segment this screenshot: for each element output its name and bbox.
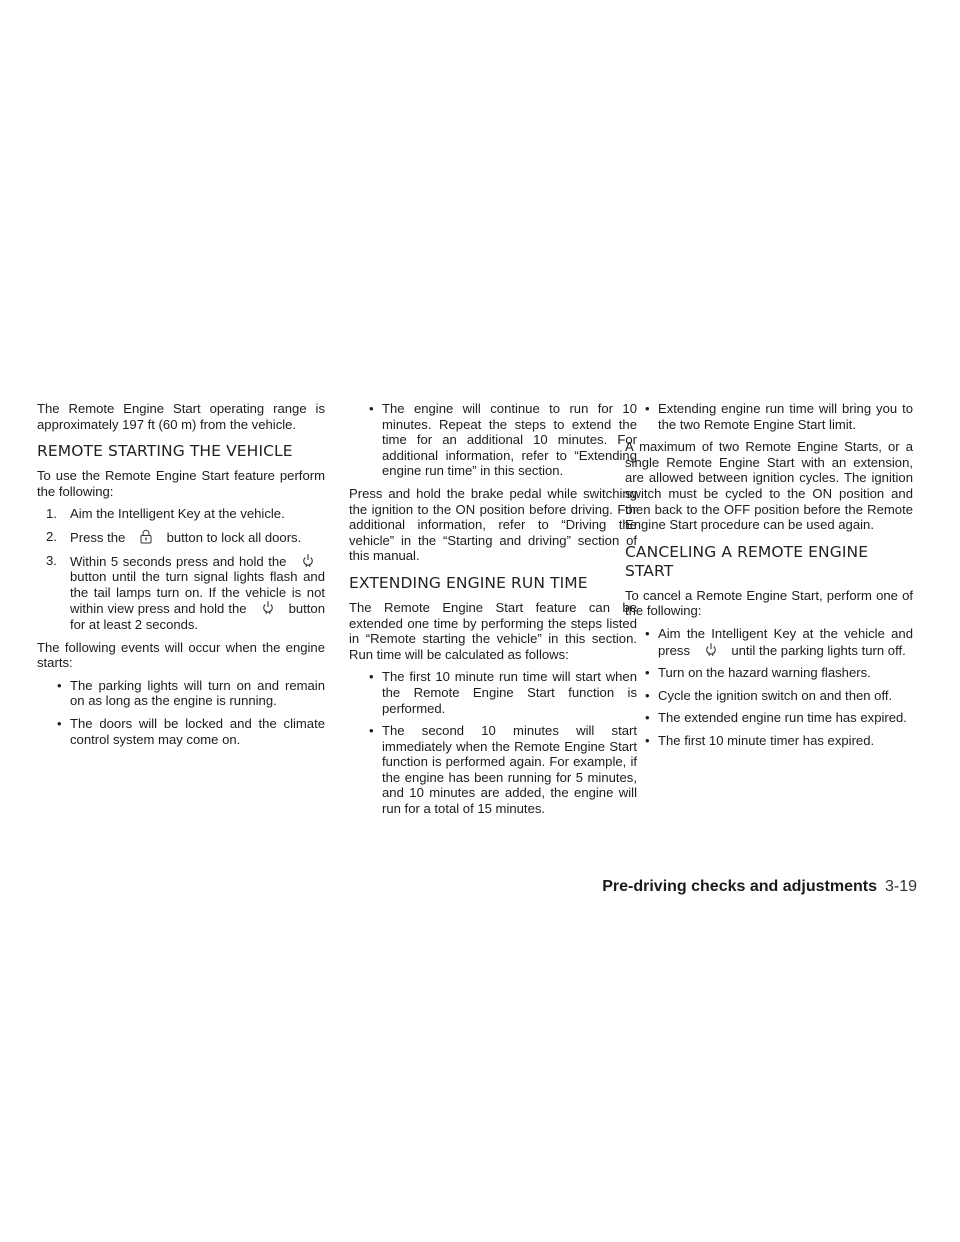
page-number: 3-19 (884, 878, 917, 895)
bullet-dot: • (645, 665, 650, 681)
list-item (37, 716, 325, 747)
remote-start-icon (251, 600, 285, 615)
lock-icon (129, 529, 163, 544)
heading-canceling: CANCELING A REMOTE ENGINE START (625, 542, 869, 580)
step-number: 3. (46, 552, 57, 568)
bullet-dot: • (57, 677, 62, 693)
heading-extending-run-time: EXTENDING ENGINE RUN TIME (349, 573, 588, 592)
bullet-dot: • (645, 710, 650, 726)
list-item (625, 688, 913, 704)
list-item (349, 723, 637, 817)
step-text: Within 5 seconds press and hold the (70, 553, 287, 569)
bullet-dot: • (645, 625, 650, 641)
bullet-text: Aim the Intelligent Key at the vehicle and press (658, 625, 913, 658)
step-number: 1. (46, 506, 57, 522)
step-2 (37, 529, 325, 546)
events-lead: The following events will occur when the engine starts: (37, 639, 325, 671)
bullet-dot: • (645, 401, 650, 416)
bullet-text: The first 10 minute timer has expired. (658, 732, 875, 748)
bullet-text: Turn on the hazard warning flashers. (658, 665, 871, 681)
list-item (349, 669, 637, 716)
step-text: button until the turn signal lights flash and the tail lamps turn on. If the vehicle is not within view press and hold the (70, 569, 325, 617)
step-1 (37, 506, 325, 522)
bullet-text: Extending engine run time will bring you to the two Remote Engine Start limit. (658, 401, 913, 432)
max-starts-paragraph: A maximum of two Remote Engine Starts, or a single Remote Engine Start with an extension, are allowed between ignition cycles. The ignition switch must be cycled to the ON position and then back to the OFF position before the Remote Engine Start procedure can be used again. (625, 439, 913, 533)
bullet-dot: • (369, 723, 374, 739)
bullet-text: The extended engine run time has expired. (658, 710, 907, 726)
remote-start-lead: To use the Remote Engine Start feature perform the following: (37, 468, 325, 499)
step-text: Aim the Intelligent Key at the vehicle. (70, 506, 285, 522)
column-3 (625, 401, 913, 756)
canceling-lead: To cancel a Remote Engine Start, perform one of the following: (625, 587, 913, 619)
bullet-text: The first 10 minute run time will start when the Remote Engine Start function is performed. (382, 669, 637, 716)
bullet-text: The second 10 minutes will start immediately when the Remote Engine Start function is performed again. For example, if the engine has been running for 5 minutes, and 10 minutes are added, the engine will run for a total of 15 minutes. (382, 723, 637, 817)
list-item (37, 678, 325, 709)
step-text: button for at least 2 seconds. (70, 601, 325, 632)
page-footer (602, 878, 917, 896)
range-paragraph: The Remote Engine Start operating range is approximately 197 ft (60 m) from the vehicle. (37, 401, 325, 432)
step-text: Press the (70, 529, 126, 545)
bullet-text: The doors will be locked and the climate control system may come on. (70, 715, 325, 747)
heading-remote-starting: REMOTE STARTING THE VEHICLE (37, 442, 293, 461)
bullet-dot: • (369, 401, 374, 416)
column-2 (349, 401, 637, 824)
bullet-dot: • (645, 732, 650, 748)
step-text: button to lock all doors. (166, 529, 302, 545)
bullet-dot: • (57, 715, 62, 731)
bullet-text: The engine will continue to run for 10 minutes. Repeat the steps to extend the time for an additional 10 minutes. For additional information, refer to “Extending engine run time” in this section. (382, 401, 637, 479)
bullet-text: until the parking lights turn off. (731, 642, 906, 658)
bullet-text: The parking lights will turn on and remain on as long as the engine is running. (70, 677, 325, 709)
list-item (625, 710, 913, 726)
bullet-dot: • (369, 669, 374, 685)
remote-start-icon (291, 553, 325, 568)
bullet-dot: • (645, 687, 650, 703)
list-item (625, 733, 913, 749)
list-item (625, 626, 913, 658)
list-item (625, 665, 913, 681)
brake-paragraph: Press and hold the brake pedal while switching the ignition to the ON position before driving. For additional information, refer to “Driving the vehicle” in the “Starting and driving” section of this manual. (349, 485, 637, 564)
list-item (349, 401, 637, 479)
step-number: 2. (46, 528, 57, 544)
remote-start-icon (694, 642, 728, 657)
step-3 (37, 553, 325, 633)
bullet-text: Cycle the ignition switch on and then off. (658, 687, 893, 703)
section-title: Pre-driving checks and adjustments (602, 878, 877, 895)
column-1 (37, 401, 325, 754)
list-item (625, 401, 913, 432)
extending-lead: The Remote Engine Start feature can be extended one time by performing the steps listed in “Remote starting the vehicle” in this section. Run time will be calculated as follows: (349, 599, 637, 662)
